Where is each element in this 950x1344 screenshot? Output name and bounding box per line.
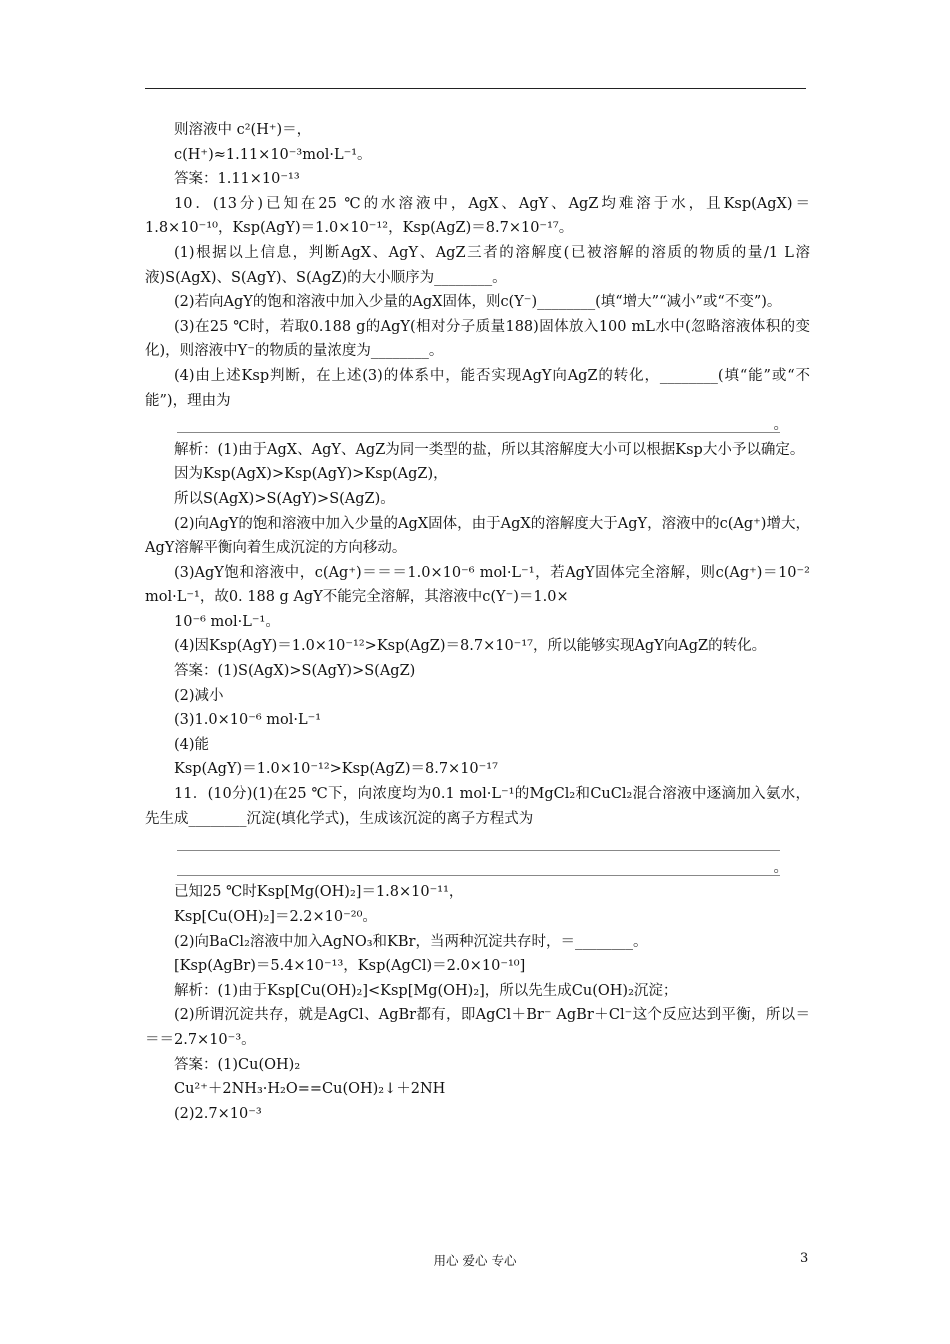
question-10: 10．(13分)已知在25 ℃的水溶液中，AgX、AgY、AgZ均难溶于水，且Ksp(AgX)＝1.8×10⁻¹⁰，Ksp(AgY)＝1.0×10⁻¹²，Ksp(AgZ)＝8.7×10⁻¹⁷。 — [145, 195, 810, 237]
question-11-part-2: (2)向BaCl₂溶液中加入AgNO₃和KBr，当两种沉淀共存时，＝________。 — [174, 933, 648, 950]
text-line: 则溶液中 c²(H⁺)＝， — [174, 122, 312, 138]
question-10-part-4: (4)由上述Ksp判断，在上述(3)的体系中，能否实现AgY向AgZ的转化，________(填“能”或“不能”)，理由为 — [145, 367, 810, 409]
blank-end-mark: 。 — [773, 859, 788, 876]
page-number: 3 — [800, 1251, 809, 1266]
analysis-text: 解析：(1)由于AgX、AgY、AgZ为同一类型的盐，所以其溶解度大小可以根据Ksp大小予以确定。 — [174, 441, 805, 458]
text-line: (3)AgY饱和溶液中，c(Ag⁺)＝＝＝1.0×10⁻⁶ mol·L⁻¹，若AgY固体完全溶解，则c(Ag⁺)＝10⁻² mol·L⁻¹，故0. 188 g AgY不能完全溶解，其溶液中c(Y⁻)＝1.0× — [145, 564, 810, 606]
answer-text: (2)减小 — [174, 687, 224, 704]
text-line: 已知25 ℃时Ksp[Mg(OH)₂]＝1.8×10⁻¹¹， — [174, 884, 464, 901]
text-line: (4)因Ksp(AgY)＝1.0×10⁻¹²>Ksp(AgZ)＝8.7×10⁻¹⁷，所以能够实现AgY向AgZ的转化。 — [174, 638, 767, 655]
answer-text: (2)2.7×10⁻³ — [174, 1105, 262, 1122]
text-line: (2)向AgY的饱和溶液中加入少量的AgX固体，由于AgX的溶解度大于AgY，溶液中的c(Ag⁺)增大，AgY溶解平衡向着生成沉淀的方向移动。 — [145, 515, 810, 557]
analysis-text: 解析：(1)由于Ksp[Cu(OH)₂]<Ksp[Mg(OH)₂]，所以先生成Cu(OH)₂沉淀； — [174, 982, 678, 999]
answer-text: 答案：(1)S(AgX)>S(AgY)>S(AgZ) — [174, 663, 416, 680]
text-line: 因为Ksp(AgX)>Ksp(AgY)>Ksp(AgZ)， — [174, 466, 448, 483]
answer-underline — [177, 875, 780, 876]
question-10-part-1: (1)根据以上信息，判断AgX、AgY、AgZ三者的溶解度(已被溶解的溶质的物质的量/1 L溶液)S(AgX)、S(AgY)、S(AgZ)的大小顺序为________。 — [145, 244, 810, 286]
question-10-part-3: (3)在25 ℃时，若取0.188 g的AgY(相对分子质量188)固体放入100 mL水中(忽略溶液体积的变化)，则溶液中Y⁻的物质的量浓度为________。 — [145, 318, 810, 360]
text-line: (2)所谓沉淀共存，就是AgCl、AgBr都有，即AgCl＋Br⁻ AgBr＋Cl⁻这个反应达到平衡，所以＝＝＝2.7×10⁻³。 — [145, 1007, 810, 1048]
text-line: 10⁻⁶ mol·L⁻¹。 — [174, 613, 280, 630]
text-line: 所以S(AgX)>S(AgY)>S(AgZ)。 — [174, 490, 395, 507]
question-10-part-2: (2)若向AgY的饱和溶液中加入少量的AgX固体，则c(Y⁻)________(填“增大”“减小”或“不变”)。 — [174, 294, 782, 311]
text-line: c(H⁺)≈1.11×10⁻³mol·L⁻¹。 — [174, 146, 372, 163]
answer-underline — [177, 432, 780, 433]
answer-blank — [145, 831, 810, 856]
page-body — [145, 118, 810, 1126]
answer-text: Ksp(AgY)＝1.0×10⁻¹²>Ksp(AgZ)＝8.7×10⁻¹⁷ — [174, 761, 498, 778]
answer-blank — [145, 856, 810, 881]
answer-text: Cu²⁺＋2NH₃·H₂O==Cu(OH)₂↓＋2NH — [174, 1081, 446, 1098]
answer-text: 答案：(1)Cu(OH)₂ — [174, 1056, 301, 1073]
blank-end-mark: 。 — [773, 417, 788, 434]
answer-underline — [177, 850, 780, 851]
text-line: Ksp[Cu(OH)₂]＝2.2×10⁻²⁰。 — [174, 909, 377, 925]
answer-text: (3)1.0×10⁻⁶ mol·L⁻¹ — [174, 712, 322, 729]
answer-text: (4)能 — [174, 736, 210, 753]
question-11: 11．(10分)(1)在25 ℃下，向浓度均为0.1 mol·L⁻¹的MgCl₂和CuCl₂混合溶液中逐滴加入氨水，先生成________沉淀(填化学式)，生成该沉淀的离子方程式为 — [145, 786, 810, 827]
header-rule — [145, 88, 806, 89]
page-footer: 用心 爱心 专心 — [433, 1253, 517, 1268]
text-line: [Ksp(AgBr)＝5.4×10⁻¹³，Ksp(AgCl)＝2.0×10⁻¹⁰] — [174, 958, 526, 975]
answer-blank — [145, 413, 810, 438]
text-line: 答案：1.11×10⁻¹³ — [174, 171, 300, 188]
